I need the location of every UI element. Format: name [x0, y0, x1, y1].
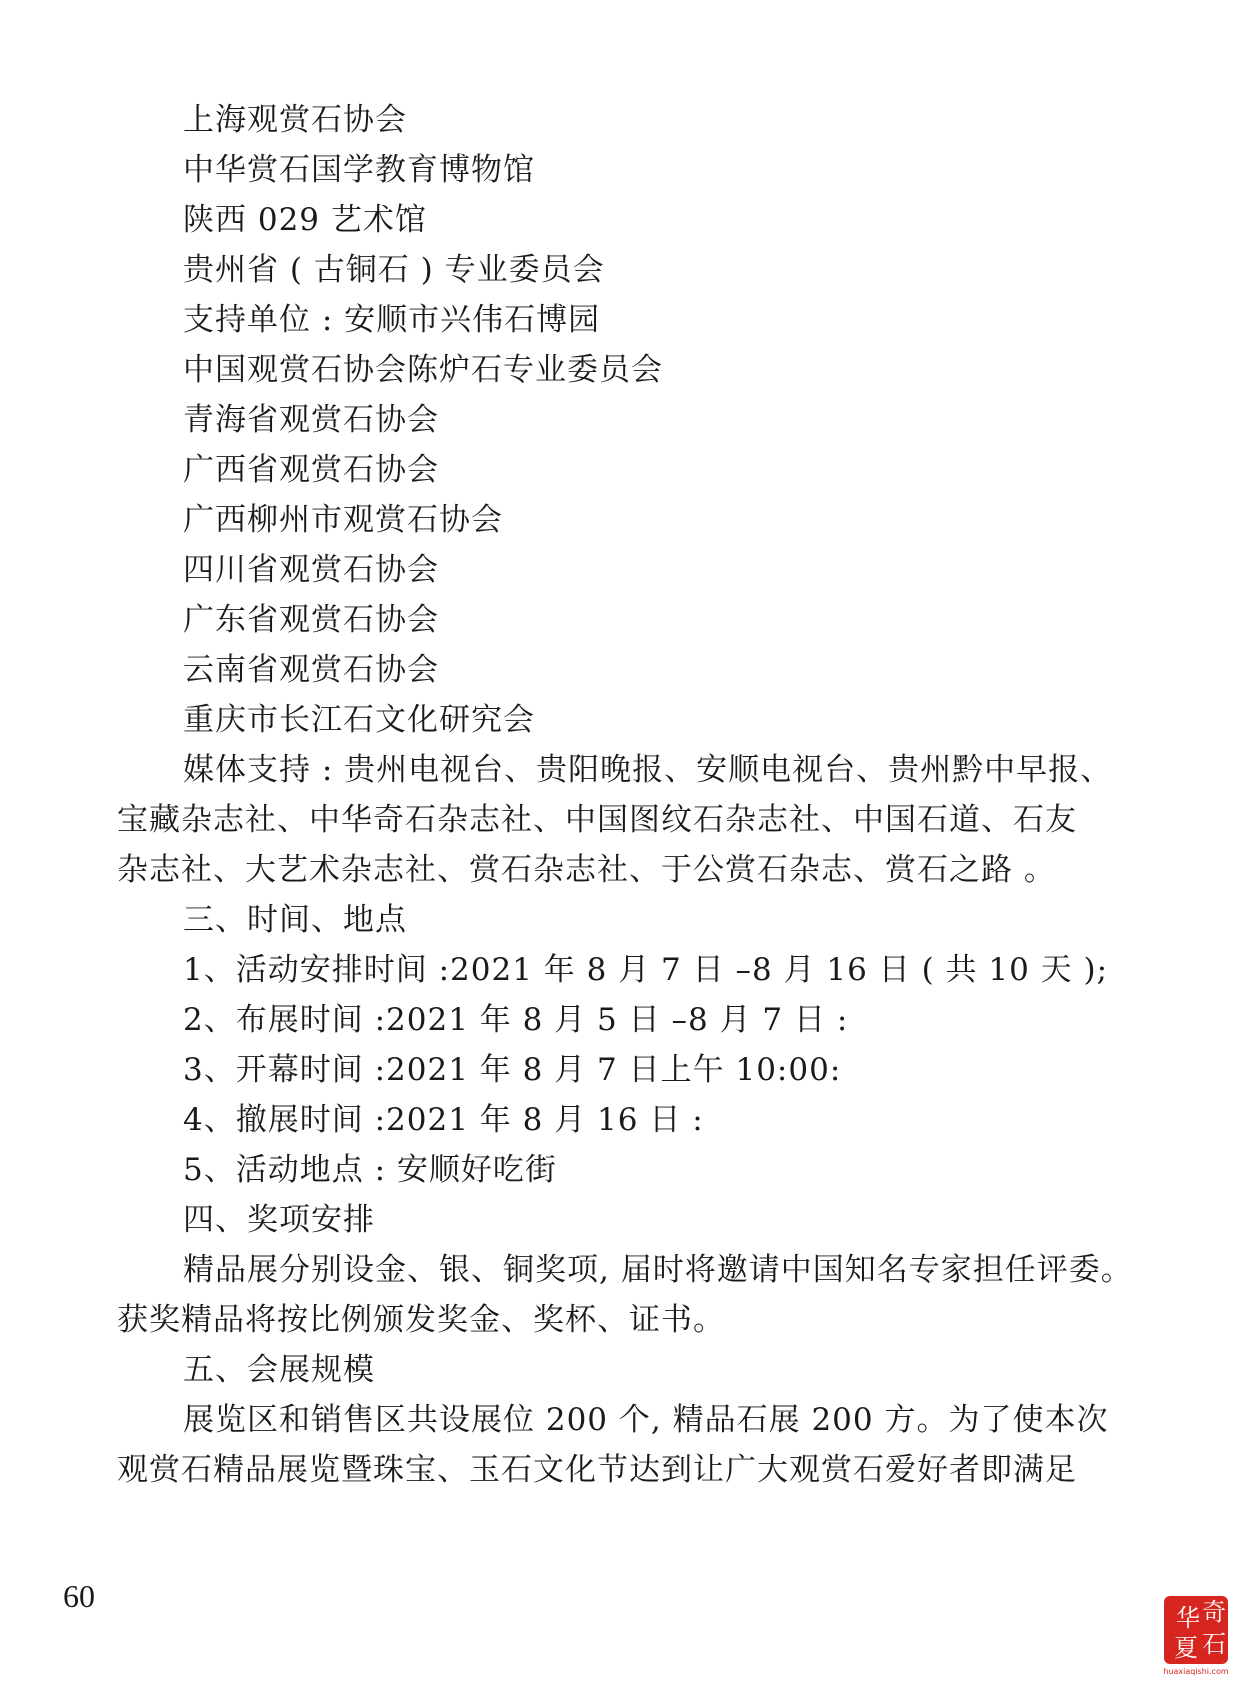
text-line: 支持单位 : 安顺市兴伟石博园: [183, 302, 601, 338]
text-line: 中华赏石国学教育博物馆: [183, 152, 535, 188]
text-line: 5、活动地点 : 安顺好吃街: [183, 1152, 557, 1188]
text-line: 2、布展时间 :2021 年 8 月 5 日 –8 月 7 日 :: [183, 1002, 849, 1038]
text-line: 1、活动安排时间 :2021 年 8 月 7 日 –8 月 16 日 ( 共 10 天 );: [183, 952, 1109, 988]
text-line: 重庆市长江石文化研究会: [183, 702, 535, 738]
text-line: 上海观赏石协会: [183, 102, 407, 138]
text-line: 云南省观赏石协会: [183, 652, 439, 688]
text-line: 获奖精品将按比例颁发奖金、奖杯、证书。: [117, 1302, 725, 1338]
document-body: [117, 95, 1133, 1495]
text-line: 宝藏杂志社、中华奇石杂志社、中国图纹石杂志社、中国石道、石友: [117, 802, 1077, 838]
text-line: 青海省观赏石协会: [183, 402, 439, 438]
text-line: 广东省观赏石协会: [183, 602, 439, 638]
text-line: 贵州省 ( 古铜石 ) 专业委员会: [183, 252, 605, 288]
text-line: 展览区和销售区共设展位 200 个, 精品石展 200 方。为了使本次: [183, 1402, 1109, 1438]
text-line: 中国观赏石协会陈炉石专业委员会: [183, 352, 663, 388]
watermark-char-4: 石: [1202, 1630, 1226, 1658]
text-line: 媒体支持 : 贵州电视台、贵阳晚报、安顺电视台、贵州黔中早报、: [183, 752, 1113, 788]
watermark-url: huaxiaqishi.com: [1163, 1667, 1229, 1676]
text-line: 四川省观赏石协会: [183, 552, 439, 588]
watermark-logo-icon: [1162, 1592, 1230, 1678]
watermark-char-3: 夏: [1174, 1634, 1198, 1662]
text-line: 广西柳州市观赏石协会: [183, 502, 503, 538]
page-number: 60: [63, 1578, 95, 1614]
text-line: 3、开幕时间 :2021 年 8 月 7 日上午 10:00:: [183, 1052, 842, 1088]
watermark-char-2: 奇: [1202, 1598, 1226, 1626]
watermark-char-1: 华: [1176, 1604, 1200, 1632]
text-line: 4、撤展时间 :2021 年 8 月 16 日 :: [183, 1102, 704, 1138]
text-line: 五、会展规模: [183, 1352, 375, 1388]
text-line: 陕西 029 艺术馆: [183, 202, 427, 238]
text-line: 精品展分别设金、银、铜奖项, 届时将邀请中国知名专家担任评委。: [183, 1252, 1133, 1288]
text-line: 观赏石精品展览暨珠宝、玉石文化节达到让广大观赏石爱好者即满足: [117, 1452, 1077, 1488]
text-line: 四、奖项安排: [183, 1202, 375, 1238]
text-line: 三、时间、地点: [183, 902, 407, 938]
text-line: 杂志社、大艺术杂志社、赏石杂志社、于公赏石杂志、赏石之路 。: [117, 852, 1056, 888]
text-line: 广西省观赏石协会: [183, 452, 439, 488]
